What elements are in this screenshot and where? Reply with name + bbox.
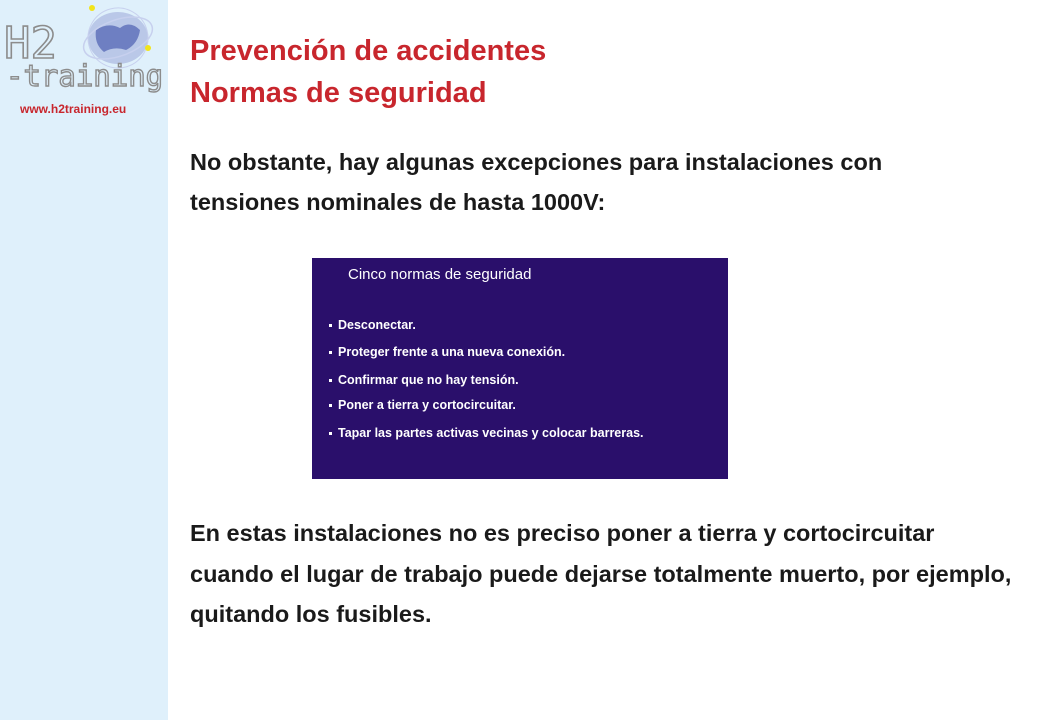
logo-url[interactable]: www.h2training.eu: [20, 102, 127, 116]
closing-paragraph: En estas instalaciones no es preciso poner a tierra y cortocircuitar cuando el lugar de trabajo puede dejarse totalmente muerto, por ejemplo, quitando los fusibles.: [190, 520, 1012, 627]
rule-text: Tapar las partes activas vecinas y colocar barreras.: [338, 426, 644, 440]
safety-rules-box: [312, 258, 728, 479]
intro-paragraph: No obstante, hay algunas excepciones para instalaciones con tensiones nominales de hasta 1000V:: [190, 149, 883, 215]
bullet-icon: [329, 379, 332, 382]
rules-box-title: Cinco normas de seguridad: [348, 266, 532, 283]
title-line-1: Prevención de accidentes: [190, 35, 547, 67]
bullet-icon: [329, 324, 332, 327]
star-icon: [89, 5, 95, 11]
bullet-icon: [329, 432, 332, 435]
list-item: [328, 344, 718, 360]
list-item: [328, 317, 718, 333]
logo-h2-text: H2: [4, 18, 57, 69]
star-icon: [145, 45, 151, 51]
page-title: [190, 30, 546, 114]
rule-text: Desconectar.: [338, 318, 416, 332]
rule-text: Poner a tierra y cortocircuitar.: [338, 398, 516, 412]
logo-training-text: -training: [6, 59, 164, 93]
bullet-icon: [329, 404, 332, 407]
rule-text: Confirmar que no hay tensión.: [338, 373, 519, 387]
list-item: [328, 372, 718, 388]
list-item: [328, 425, 678, 441]
bullet-icon: [329, 351, 332, 354]
h2-training-logo: [0, 0, 168, 100]
sidebar-panel: [0, 0, 168, 720]
rule-text: Proteger frente a una nueva conexión.: [338, 345, 566, 359]
title-line-2: Normas de seguridad: [190, 77, 487, 109]
logo-graphic: [0, 0, 168, 100]
list-item: [328, 397, 718, 413]
